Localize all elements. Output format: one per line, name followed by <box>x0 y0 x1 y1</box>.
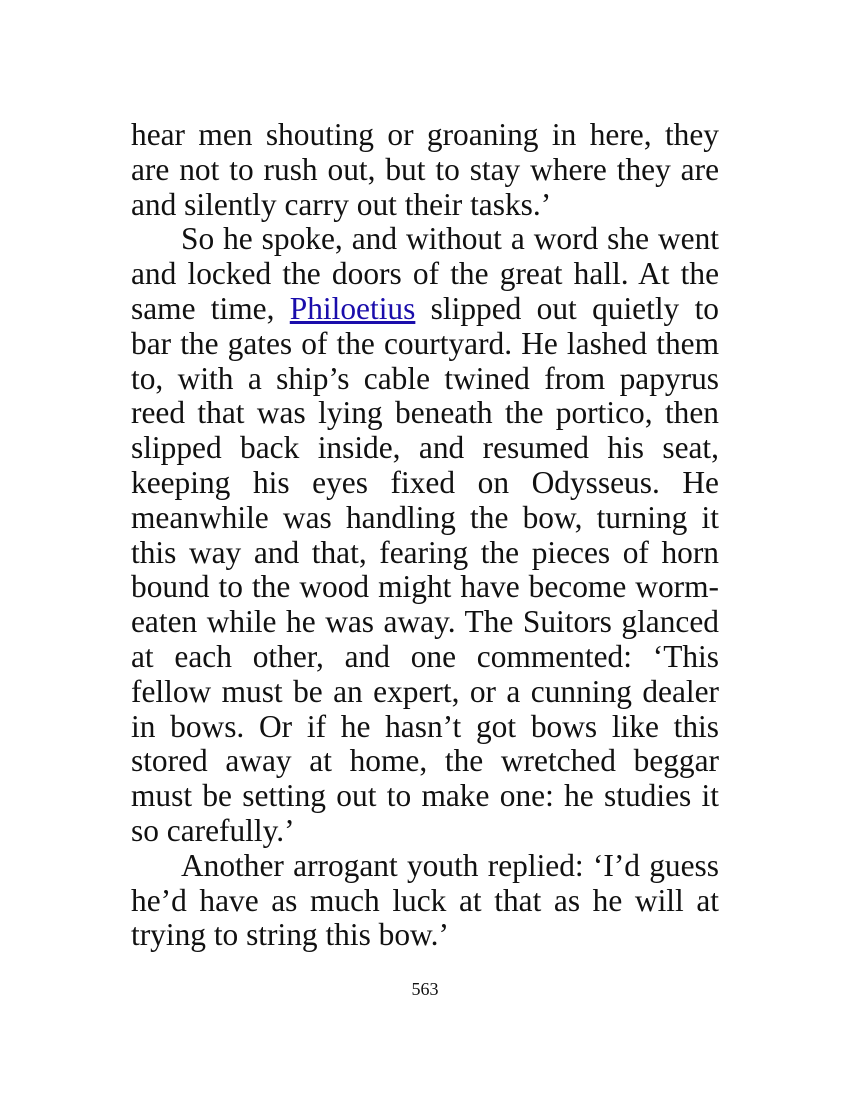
paragraph-philoetius <box>131 222 719 848</box>
page-body <box>131 118 719 953</box>
page-number: 563 <box>411 979 439 999</box>
paragraph-reply: Another arrogant youth replied: ‘I’d guess he’d have as much luck at that as he will at trying to string this bow.’ <box>131 847 719 953</box>
paragraph-continued: hear men shouting or groaning in here, they are not to rush out, but to stay where they are and silently carry out their tasks.’ <box>131 117 719 222</box>
philoetius-link[interactable]: Philoetius <box>289 290 416 326</box>
paragraph-text-after-link: slipped out quietly to bar the gates of the courtyard. He lashed them to, with a ship’s cable twined from papyrus reed that was lying beneath the portico, then slipped back inside, and resumed his seat, keeping his eyes fixed on Odysseus. He meanwhile was handling the bow, turning it this way and that, fearing the pieces of horn bound to the wood might have become worm-eaten while he was away. The Suitors glanced at each other, and one commented: ‘This fellow must be an expert, or a cunning dealer in bows. Or if he hasn’t got bows like this stored away at home, the wretched beggar must be setting out to make one: he studies it so carefully.’ <box>131 290 719 848</box>
paragraph-text-before-link: So he spoke, and without a word she went and locked the doors of the great hall. At the same time, <box>131 221 719 326</box>
